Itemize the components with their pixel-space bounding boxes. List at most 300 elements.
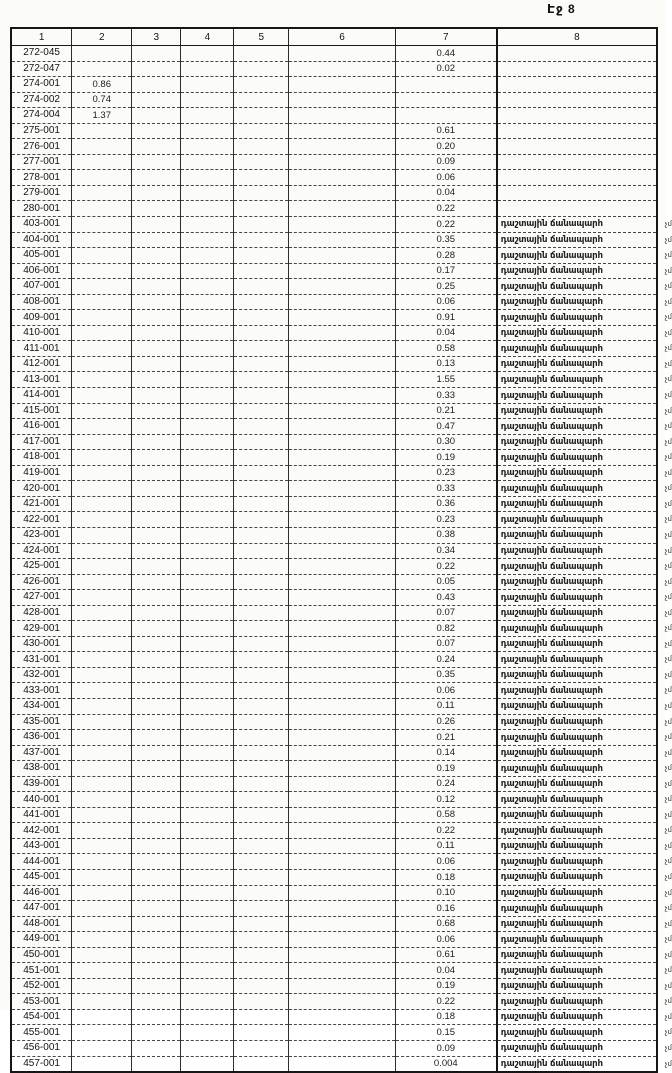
field-road-note: դաշտային ճանապարհ [500, 312, 603, 323]
cell-col7: 0.68 [395, 916, 496, 932]
cell-col2 [72, 217, 132, 233]
field-road-note: դաշտային ճանապարհ [500, 965, 603, 976]
cell-col7: 0.21 [395, 403, 496, 419]
cell-col4 [181, 574, 234, 590]
cell-col2 [72, 932, 132, 948]
cell-col1: 444-001 [11, 854, 72, 870]
cell-col4 [181, 807, 234, 823]
note-overflow-suffix: չմ [664, 499, 672, 508]
cell-col5 [234, 92, 289, 108]
cell-col2 [72, 869, 132, 885]
cell-col5 [234, 621, 289, 637]
cell-col5 [234, 248, 289, 264]
cell-col5 [234, 403, 289, 419]
cell-col5 [234, 325, 289, 341]
cell-col8 [497, 372, 672, 388]
cell-col3 [132, 77, 181, 93]
cell-col5 [234, 388, 289, 404]
cell-col8 [497, 512, 672, 528]
field-road-note: դաշտային ճանապարհ [500, 825, 603, 836]
cell-col2 [72, 248, 132, 264]
field-road-note: դաշտային ճանապարհ [500, 872, 603, 883]
cell-col4 [181, 154, 234, 170]
cell-col4 [181, 512, 234, 528]
cell-col2 [72, 605, 132, 621]
note-overflow-suffix: չմ [664, 686, 672, 695]
cell-col6 [289, 123, 396, 139]
cell-col3 [132, 683, 181, 699]
table-row [11, 792, 657, 808]
cell-col4 [181, 403, 234, 419]
table-row [11, 450, 657, 466]
cell-col7: 0.21 [395, 730, 496, 746]
cell-col5 [234, 481, 289, 497]
field-road-note: դաշտային ճանապարհ [500, 608, 603, 619]
cell-col3 [132, 621, 181, 637]
cell-col1: 439-001 [11, 776, 72, 792]
cell-col1: 404-001 [11, 232, 72, 248]
table-row [11, 621, 657, 637]
cell-col2 [72, 854, 132, 870]
cell-col4 [181, 559, 234, 575]
cell-col2 [72, 807, 132, 823]
note-overflow-suffix: չմ [664, 764, 672, 773]
table-row [11, 356, 657, 372]
cell-col1: 436-001 [11, 730, 72, 746]
cell-col6 [289, 776, 396, 792]
field-road-note: դաշտային ճանապարհ [500, 374, 603, 385]
cell-col4 [181, 388, 234, 404]
cell-col8 [497, 201, 657, 217]
cell-col5 [234, 450, 289, 466]
cell-col4 [181, 232, 234, 248]
cell-col4 [181, 170, 234, 186]
cell-col3 [132, 714, 181, 730]
cell-col1: 438-001 [11, 761, 72, 777]
cell-col2 [72, 201, 132, 217]
cell-col2: 0.74 [72, 92, 132, 108]
cell-col1: 413-001 [11, 372, 72, 388]
cell-col4 [181, 419, 234, 435]
cell-col6 [289, 978, 396, 994]
cell-col1: 421-001 [11, 496, 72, 512]
cell-col8 [497, 823, 672, 839]
cell-col5 [234, 201, 289, 217]
cell-col7: 0.02 [395, 61, 496, 77]
cell-col2 [72, 419, 132, 435]
cell-col1: 410-001 [11, 325, 72, 341]
cell-col2 [72, 450, 132, 466]
cell-col5 [234, 496, 289, 512]
cell-col7: 0.47 [395, 419, 496, 435]
cell-col7: 0.05 [395, 574, 496, 590]
cell-col1: 418-001 [11, 450, 72, 466]
cell-col6 [289, 543, 396, 559]
cell-col8 [497, 667, 672, 683]
cell-col2 [72, 170, 132, 186]
table-row [11, 745, 657, 761]
table-row [11, 590, 657, 606]
cell-col8 [497, 294, 672, 310]
note-overflow-suffix: չմ [664, 841, 672, 850]
cell-col3 [132, 807, 181, 823]
cell-col2 [72, 61, 132, 77]
cell-col4 [181, 683, 234, 699]
cell-col8 [497, 807, 672, 823]
cell-col7: 0.61 [395, 947, 496, 963]
cell-col2 [72, 543, 132, 559]
note-overflow-suffix: չմ [664, 328, 672, 337]
cell-col1: 424-001 [11, 543, 72, 559]
cell-col1: 431-001 [11, 652, 72, 668]
note-overflow-suffix: չմ [664, 779, 672, 788]
cell-col7: 0.09 [395, 154, 496, 170]
note-overflow-suffix: չմ [664, 1059, 672, 1068]
cell-col8 [497, 947, 672, 963]
cell-col1: 409-001 [11, 310, 72, 326]
field-road-note: դաշտային ճանապարհ [500, 794, 603, 805]
cell-col8 [497, 932, 672, 948]
cell-col5 [234, 916, 289, 932]
cell-col3 [132, 263, 181, 279]
note-overflow-suffix: չմ [664, 655, 672, 664]
cell-col7: 0.19 [395, 761, 496, 777]
table-row [11, 185, 657, 201]
cell-col3 [132, 481, 181, 497]
cell-col8 [497, 77, 657, 93]
cell-col1: 425-001 [11, 559, 72, 575]
cell-col8 [497, 621, 672, 637]
cell-col1: 408-001 [11, 294, 72, 310]
cell-col3 [132, 854, 181, 870]
cell-col4 [181, 1041, 234, 1057]
note-overflow-suffix: չմ [664, 530, 672, 539]
cell-col4 [181, 761, 234, 777]
cell-col3 [132, 978, 181, 994]
cell-col6 [289, 341, 396, 357]
cell-col1: 446-001 [11, 885, 72, 901]
cell-col7: 0.16 [395, 901, 496, 917]
column-header-1: 1 [11, 28, 72, 46]
cell-col3 [132, 761, 181, 777]
cell-col5 [234, 963, 289, 979]
cell-col6 [289, 77, 396, 93]
cell-col7: 0.04 [395, 325, 496, 341]
cell-col8 [497, 310, 672, 326]
cell-col4 [181, 108, 234, 124]
cell-col8 [497, 994, 672, 1010]
cell-col2 [72, 745, 132, 761]
cell-col4 [181, 916, 234, 932]
cell-col6 [289, 590, 396, 606]
note-overflow-suffix: չմ [664, 359, 672, 368]
column-header-5: 5 [234, 28, 289, 46]
cell-col6 [289, 46, 396, 62]
table-row [11, 559, 657, 575]
cell-col8 [497, 838, 672, 854]
cell-col5 [234, 139, 289, 155]
field-road-note: դաշտային ճանապարհ [500, 250, 603, 261]
field-road-note: դաշտային ճանապարհ [500, 530, 603, 541]
cell-col4 [181, 901, 234, 917]
table-row [11, 963, 657, 979]
field-road-note: դաշտային ճանապարհ [500, 437, 603, 448]
note-overflow-suffix: չմ [664, 282, 672, 291]
cell-col3 [132, 1009, 181, 1025]
cell-col4 [181, 667, 234, 683]
note-overflow-suffix: չմ [664, 997, 672, 1006]
cell-col5 [234, 341, 289, 357]
field-road-note: դաշտային ճանապարհ [500, 219, 603, 230]
cell-col5 [234, 263, 289, 279]
cell-col5 [234, 683, 289, 699]
field-road-note: դաշտային ճանապարհ [500, 592, 603, 603]
table-row [11, 108, 657, 124]
cell-col2 [72, 139, 132, 155]
cell-col3 [132, 341, 181, 357]
table-row [11, 543, 657, 559]
cell-col1: 274-002 [11, 92, 72, 108]
table-row [11, 885, 657, 901]
cell-col2 [72, 46, 132, 62]
cell-col8 [497, 792, 672, 808]
cell-col8 [497, 356, 672, 372]
note-overflow-suffix: չմ [664, 375, 672, 384]
cell-col6 [289, 527, 396, 543]
cell-col3 [132, 232, 181, 248]
cell-col4 [181, 450, 234, 466]
field-road-note: դաշտային ճանապարհ [500, 810, 603, 821]
cell-col1: 422-001 [11, 512, 72, 528]
cell-col1: 452-001 [11, 978, 72, 994]
cell-col1: 412-001 [11, 356, 72, 372]
table-row [11, 263, 657, 279]
cell-col8 [497, 403, 672, 419]
cell-col1: 278-001 [11, 170, 72, 186]
note-overflow-suffix: չմ [664, 826, 672, 835]
cell-col2 [72, 1009, 132, 1025]
cell-col5 [234, 698, 289, 714]
cell-col7: 0.24 [395, 776, 496, 792]
cell-col5 [234, 170, 289, 186]
cell-col8 [497, 61, 657, 77]
cell-col4 [181, 185, 234, 201]
cell-col8 [497, 325, 672, 341]
cell-col3 [132, 667, 181, 683]
cell-col1: 433-001 [11, 683, 72, 699]
cell-col1: 407-001 [11, 279, 72, 295]
cell-col1: 448-001 [11, 916, 72, 932]
cell-col7: 0.18 [395, 869, 496, 885]
cell-col3 [132, 170, 181, 186]
cell-col4 [181, 294, 234, 310]
field-road-note: դաշտային ճանապարհ [500, 421, 603, 432]
field-road-note: դաշտային ճանապարհ [500, 406, 603, 417]
cell-col8 [497, 123, 657, 139]
field-road-note: դաշտային ճանապարհ [500, 888, 603, 898]
cell-col3 [132, 527, 181, 543]
cell-col3 [132, 1041, 181, 1057]
table-row [11, 465, 657, 481]
cell-col5 [234, 419, 289, 435]
note-overflow-suffix: չմ [664, 546, 672, 555]
cell-col6 [289, 574, 396, 590]
cell-col8 [497, 341, 672, 357]
cell-col2 [72, 683, 132, 699]
cell-col3 [132, 559, 181, 575]
cell-col8 [497, 1009, 672, 1025]
table-row [11, 1041, 657, 1057]
note-overflow-suffix: չմ [664, 251, 672, 260]
field-road-note: դաշտային ճանապարհ [500, 670, 603, 681]
cell-col3 [132, 916, 181, 932]
page-number-label: Էջ 8 [547, 2, 576, 16]
cell-col3 [132, 605, 181, 621]
cell-col2 [72, 994, 132, 1010]
cell-col2 [72, 325, 132, 341]
table-row [11, 310, 657, 326]
cell-col5 [234, 217, 289, 233]
cell-col5 [234, 185, 289, 201]
cell-col1: 447-001 [11, 901, 72, 917]
table-row [11, 434, 657, 450]
cell-col3 [132, 776, 181, 792]
table-row [11, 481, 657, 497]
cell-col7: 0.38 [395, 527, 496, 543]
cell-col8 [497, 232, 672, 248]
cell-col7: 0.20 [395, 139, 496, 155]
table-row [11, 807, 657, 823]
cell-col4 [181, 341, 234, 357]
cell-col2 [72, 496, 132, 512]
field-road-note: դաշտային ճանապարհ [500, 359, 603, 370]
cell-col1: 429-001 [11, 621, 72, 637]
table-row [11, 574, 657, 590]
cell-col4 [181, 776, 234, 792]
cell-col2 [72, 341, 132, 357]
note-overflow-suffix: չմ [664, 872, 672, 881]
cell-col6 [289, 869, 396, 885]
cell-col5 [234, 356, 289, 372]
cell-col2 [72, 372, 132, 388]
cell-col3 [132, 201, 181, 217]
cell-col7: 0.44 [395, 46, 496, 62]
cell-col2 [72, 901, 132, 917]
cell-col8 [497, 698, 672, 714]
cell-col4 [181, 1025, 234, 1041]
cell-col6 [289, 761, 396, 777]
note-overflow-suffix: չմ [664, 733, 672, 742]
cell-col6 [289, 450, 396, 466]
cell-col5 [234, 279, 289, 295]
cell-col2 [72, 730, 132, 746]
cell-col7 [395, 92, 496, 108]
cell-col2 [72, 481, 132, 497]
field-road-note: դաշտային ճանապարհ [500, 685, 603, 696]
cell-col3 [132, 1025, 181, 1041]
cell-col8 [497, 154, 657, 170]
cell-col1: 272-047 [11, 61, 72, 77]
cell-col7: 0.34 [395, 543, 496, 559]
cell-col5 [234, 901, 289, 917]
cell-col3 [132, 217, 181, 233]
cell-col2 [72, 776, 132, 792]
cell-col7: 0.22 [395, 201, 496, 217]
table-row [11, 1056, 657, 1072]
table-row [11, 217, 657, 233]
column-header-2: 2 [72, 28, 132, 46]
note-overflow-suffix: չմ [664, 484, 672, 493]
note-overflow-suffix: չմ [664, 717, 672, 726]
cell-col5 [234, 372, 289, 388]
cell-col2 [72, 636, 132, 652]
cell-col6 [289, 994, 396, 1010]
cell-col6 [289, 901, 396, 917]
note-overflow-suffix: չմ [664, 981, 672, 990]
table-row [11, 77, 657, 93]
cell-col3 [132, 419, 181, 435]
cell-col1: 280-001 [11, 201, 72, 217]
cell-col1: 274-001 [11, 77, 72, 93]
cell-col5 [234, 605, 289, 621]
cell-col2 [72, 574, 132, 590]
cell-col6 [289, 465, 396, 481]
cell-col2 [72, 356, 132, 372]
cell-col5 [234, 823, 289, 839]
note-overflow-suffix: չմ [664, 748, 672, 757]
note-overflow-suffix: չմ [664, 1012, 672, 1021]
cell-col6 [289, 559, 396, 575]
field-road-note: դաշտային ճանապարհ [500, 514, 603, 525]
cell-col4 [181, 356, 234, 372]
cell-col8 [497, 901, 672, 917]
table-row [11, 652, 657, 668]
note-overflow-suffix: չմ [664, 810, 672, 819]
cell-col7: 0.23 [395, 465, 496, 481]
cell-col3 [132, 92, 181, 108]
cell-col8 [497, 496, 672, 512]
cell-col6 [289, 885, 396, 901]
table-row [11, 667, 657, 683]
cell-col6 [289, 652, 396, 668]
cell-col7: 0.06 [395, 932, 496, 948]
cell-col8 [497, 652, 672, 668]
cell-col1: 419-001 [11, 465, 72, 481]
cell-col6 [289, 1056, 396, 1072]
note-overflow-suffix: չմ [664, 577, 672, 586]
cell-col4 [181, 465, 234, 481]
cell-col2 [72, 714, 132, 730]
cell-col8 [497, 683, 672, 699]
cell-col6 [289, 714, 396, 730]
table-row [11, 869, 657, 885]
cell-col2 [72, 388, 132, 404]
cell-col2 [72, 885, 132, 901]
cell-col7: 0.12 [395, 792, 496, 808]
cell-col2 [72, 916, 132, 932]
cell-col5 [234, 885, 289, 901]
cell-col5 [234, 932, 289, 948]
cell-col1: 416-001 [11, 419, 72, 435]
cell-col6 [289, 605, 396, 621]
cell-col4 [181, 714, 234, 730]
cell-col8 [497, 465, 672, 481]
cell-col4 [181, 543, 234, 559]
cell-col5 [234, 574, 289, 590]
cell-col4 [181, 372, 234, 388]
cell-col3 [132, 123, 181, 139]
field-road-note: դաշտային ճանապարհ [500, 483, 603, 494]
